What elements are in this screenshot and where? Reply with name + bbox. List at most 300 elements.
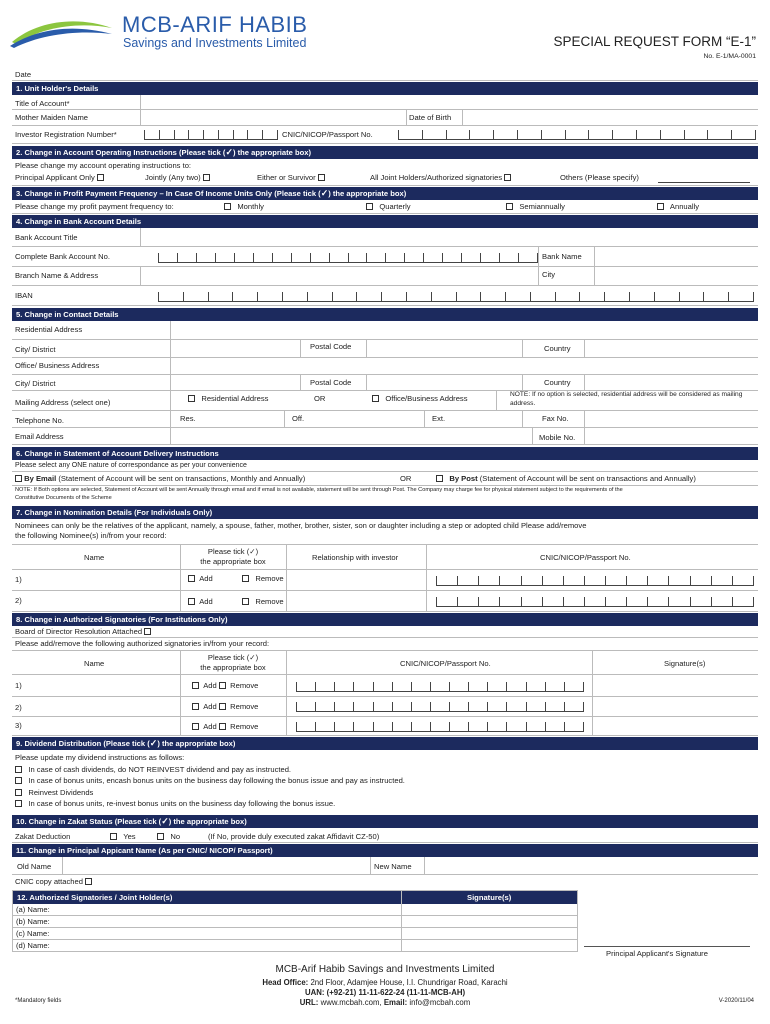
section-10-title-pre: 10. Change in Zakat Status (Please tick ( [16,817,162,826]
digit-box-divider [218,130,219,139]
digit-box-divider [257,292,258,301]
digit-box-divider [526,682,527,691]
footer-uan: UAN: (+92-21) 11-11-622-24 (11-11-MCB-AH) [304,988,466,997]
digit-box-divider [392,722,393,731]
digit-box-divider [203,130,204,139]
signatory-3-add[interactable]: Add Remove [192,722,258,732]
checkbox[interactable] [188,575,195,582]
digit-box-divider [406,292,407,301]
digit-box-divider [315,702,316,711]
digit-box-divider [728,292,729,301]
delivery-note: NOTE: If Both options are selected, Statement of Account will be sent Annually through email and if email is not available, statement will be sent through Post. The Company may charge fee for physical statement subject to the requirements of the Constitutive Documents of the Scheme [15,487,623,501]
digit-box-divider [392,702,393,711]
checkbox[interactable] [219,682,226,689]
signatory-2-label: 2) [15,703,22,712]
digit-box-divider [457,597,458,606]
digit-box-divider [753,292,754,301]
section-6-header [12,447,758,460]
digit-box-divider [348,253,349,262]
logo-tagline: Savings and Investments Limited [123,36,307,50]
dividend-options [15,752,405,810]
checkbox[interactable] [188,395,195,402]
digit-box-divider [506,682,507,691]
section-7-title: 7. Change in Nomination Details (For Individuals Only) [16,508,213,517]
opt-by-post[interactable]: By Post (Statement of Account will be sent on transactions and Annually) [436,474,696,484]
digit-box-divider [732,576,733,585]
dividend-opt-4[interactable]: In case of bonus units, re-invest bonus units on the business day following the bonus issue. [15,798,405,810]
mailing-or: OR [314,394,326,403]
nomination-intro: Nominees can only be the relatives of the applicant, namely, a spouse, father, mother, brother, sister, son or daughter including a step or adopted child Please add/remove the following Nominee(s) in/from your record: [15,521,587,540]
checkbox[interactable] [506,203,513,210]
section-1-title: 1. Unit Holder's Details [16,84,99,93]
digit-box-divider [684,130,685,139]
digit-box-divider [436,597,437,606]
mandatory-fields-note: *Mandatory fields [15,998,62,1004]
joint-holder-d[interactable]: (d) Name: [16,941,50,950]
digit-box-divider [542,576,543,585]
digit-box-divider [446,130,447,139]
cnic-boxes[interactable] [398,130,756,140]
name-change-row[interactable] [12,857,758,875]
logo-swoosh-icon [8,14,116,48]
mother-maiden-row[interactable] [12,110,758,126]
dob-label: Date of Birth [409,113,452,122]
checkbox[interactable] [15,766,22,773]
section-7-header [12,506,758,519]
opt-mailing-office[interactable]: Office/Business Address [372,394,468,404]
zakat-note: (If No, provide duly executed zakat Affidavit CZ-50) [208,832,380,841]
section-6-title: 6. Change in Statement of Account Delivery Instructions [16,449,219,458]
email-label: Email Address [15,432,64,441]
digit-box-divider [555,292,556,301]
opt-by-email[interactable]: By Email (Statement of Account will be sent on transactions, Monthly and Annually) [15,474,305,484]
checkbox[interactable] [85,878,92,885]
bank-account-no-row[interactable] [12,247,758,267]
digit-box-divider [183,292,184,301]
cnic-copy-attached[interactable]: CNIC copy attached [15,877,92,887]
digit-box-divider [530,292,531,301]
digit-box-divider [660,130,661,139]
signatories-intro: Please add/remove the following authorized signatories in/from your record: [15,639,270,648]
office-address-label: Office/ Business Address [15,361,100,370]
date-row [12,68,758,81]
digit-box-divider [521,597,522,606]
section-11-title: 11. Change in Principal Appicant Name (As per CNIC/ NICOP/ Passport) [16,846,273,855]
digit-box-divider [564,702,565,711]
digit-box-divider [629,292,630,301]
digit-box-divider [398,130,399,139]
digit-box-divider [703,292,704,301]
checkbox[interactable] [219,723,226,730]
nominee-1-remove[interactable]: Remove [242,574,284,584]
digit-box-divider [626,576,627,585]
digit-box-divider [215,253,216,262]
checkbox[interactable] [372,395,379,402]
digit-box-divider [144,130,145,139]
logo-name: MCB-ARIF HABIB [122,12,308,37]
digit-box-divider [296,682,297,691]
opt-semiannually[interactable]: Semiannually [506,202,565,212]
digit-box-divider [232,292,233,301]
digit-box-divider [487,702,488,711]
section-2-title-post: ) the appropriate box) [232,148,312,157]
checkbox[interactable] [242,598,249,605]
nom-col-cnic: CNIC/NICOP/Passport No. [540,553,631,562]
signatory-row-1[interactable] [12,675,758,697]
digit-box-divider [381,292,382,301]
bank-account-title-row[interactable] [12,228,758,247]
digit-box-divider [282,292,283,301]
nom-col-tick: Please tick (✓) the appropriate box [200,547,266,566]
iban-row[interactable] [12,286,758,306]
checkbox[interactable] [436,475,443,482]
checkbox[interactable] [157,833,164,840]
opt-all-joint[interactable]: All Joint Holders/Authorized signatories [370,173,511,183]
branch-row[interactable] [12,267,758,286]
footer-head-office: Head Office: 2nd Floor, Adamjee House, I.I. Chundrigar Road, Karachi [262,978,508,987]
signatory-3-cnic-boxes[interactable] [296,722,584,732]
digit-box-divider [423,253,424,262]
mailing-address-row [12,391,758,411]
digit-box-divider [457,576,458,585]
office-country-label: Country [544,378,571,387]
digit-box-divider [545,722,546,731]
nominee-1-cnic-boxes[interactable] [436,576,754,586]
digit-box-divider [755,130,756,139]
nominee-2-add[interactable]: Add [188,597,213,607]
section-2-title-pre: 2. Change in Account Operating Instructions (Please tick ( [16,148,226,157]
nominee-2-label: 2) [15,596,22,605]
nominee-1-add[interactable]: Add [188,574,213,584]
investor-reg-label: Investor Registration Number* [15,130,117,139]
digit-box-divider [545,682,546,691]
board-resolution-row [12,626,758,638]
digit-box-divider [605,597,606,606]
old-name-label: Old Name [17,862,52,871]
checkbox[interactable] [318,174,325,181]
digit-box-divider [315,682,316,691]
digit-box-divider [579,292,580,301]
section-12-sig: Signature(s) [467,893,512,902]
digit-box-divider [158,292,159,301]
branch-label: Branch Name & Address [15,271,99,280]
nominee-row-1[interactable] [12,570,758,591]
section-4-header [12,215,758,228]
opt-principal-only[interactable]: Principal Applicant Only [15,173,104,183]
bank-account-no-label: Complete Bank Account No. [15,252,110,261]
digit-box-divider [480,253,481,262]
digit-box-divider [449,682,450,691]
opt-others[interactable]: Others (Please specify) [560,173,639,182]
digit-box-divider [315,722,316,731]
digit-box-divider [506,702,507,711]
fax-label: Fax No. [542,414,569,423]
digit-box-divider [478,576,479,585]
investor-reg-row[interactable] [12,126,758,144]
digit-box-divider [247,130,248,139]
nominee-row-2[interactable] [12,591,758,612]
opt-quarterly[interactable]: Quarterly [366,202,411,212]
dividend-opt-1[interactable]: In case of cash dividends, do NOT REINVEST dividend and pay as instructed. [15,764,405,776]
telephone-row[interactable] [12,411,758,428]
res-city-label: City/ District [15,345,56,354]
checkbox[interactable] [144,628,151,635]
checkbox[interactable] [110,833,117,840]
section-5-title: 5. Change in Contact Details [16,310,119,319]
date-label: Date [15,70,32,79]
digit-box-divider [526,722,527,731]
profit-frequency-row [12,200,758,214]
digit-box-divider [668,597,669,606]
section-1-header [12,82,758,95]
section-3-header [12,187,758,200]
zakat-label: Zakat Deduction [15,832,71,841]
digit-box-divider [505,292,506,301]
delivery-intro-row [12,460,758,472]
res-country-label: Country [544,344,571,353]
section-8-title: 8. Change in Authorized Signatories (For Institutions Only) [16,615,228,624]
opt-either-survivor[interactable]: Either or Survivor [257,173,325,183]
joint-holder-a[interactable]: (a) Name: [16,905,50,914]
sig-col-signature: Signature(s) [664,659,706,668]
checkbox[interactable] [657,203,664,210]
opt-jointly[interactable]: Jointly (Any two) [145,173,210,183]
digit-box-divider [253,253,254,262]
checkbox[interactable] [203,174,210,181]
digit-box-divider [329,253,330,262]
digit-box-divider [732,597,733,606]
profit-intro: Please change my profit payment frequency to: [15,202,174,211]
section-4-title: 4. Change in Bank Account Details [16,217,142,226]
checkbox[interactable] [242,575,249,582]
signatories-table [12,890,578,952]
digit-box-divider [385,253,386,262]
digit-box-divider [499,253,500,262]
signatory-2-add[interactable]: Add Remove [192,702,258,712]
digit-box-divider [499,597,500,606]
digit-box-divider [584,597,585,606]
checkbox[interactable] [15,789,22,796]
tick-icon: ✓ [161,816,169,826]
new-name-label: New Name [374,862,412,871]
digit-box-divider [449,702,450,711]
tel-off-label: Off. [292,414,305,423]
opt-annually[interactable]: Annually [657,202,699,212]
mailing-label: Mailing Address (select one) [15,398,111,407]
tel-ext-label: Ext. [432,414,446,423]
digit-box-divider [234,253,235,262]
digit-box-divider [468,682,469,691]
iban-boxes[interactable] [158,292,754,302]
digit-box-divider [612,130,613,139]
bank-name-label: Bank Name [542,252,582,261]
principal-signature-line[interactable] [584,946,750,947]
digit-box-divider [518,253,519,262]
residential-address-label: Residential Address [15,325,83,334]
digit-box-divider [353,722,354,731]
digit-box-divider [506,722,507,731]
signatories-header-row [12,650,758,675]
zakat-no[interactable]: No [157,832,180,842]
digit-box-divider [604,292,605,301]
joint-holder-c[interactable]: (c) Name: [16,929,50,938]
checkbox[interactable] [15,800,22,807]
city-label: City [542,270,556,279]
digit-box-divider [334,722,335,731]
digit-box-divider [373,682,374,691]
residential-address-row[interactable] [12,321,758,340]
digit-box-divider [373,702,374,711]
digit-box-divider [373,722,374,731]
checkbox[interactable] [15,475,22,482]
footer-url-email: URL: www.mcbah.com, Email: info@mcbah.com [299,998,471,1007]
zakat-yes[interactable]: Yes [110,832,136,842]
signatory-1-cnic-boxes[interactable] [296,682,584,692]
operating-intro: Please change my account operating instructions to: [15,161,192,170]
logo [8,10,328,52]
digit-box-divider [564,722,565,731]
digit-box-divider [753,597,754,606]
res-postal-label: Postal Code [310,342,352,351]
office-postal-label: Postal Code [310,378,352,387]
section-8-header [12,613,758,626]
board-resolution[interactable]: Board of Director Resolution Attached [15,627,151,637]
bank-account-title-label: Bank Account Title [15,233,78,242]
digit-box-divider [584,576,585,585]
digit-box-divider [636,130,637,139]
checkbox[interactable] [224,203,231,210]
digit-box-divider [461,253,462,262]
signatory-row-3[interactable] [12,717,758,736]
nom-col-relationship: Relationship with investor [312,553,399,562]
checkbox[interactable] [219,703,226,710]
nominee-1-label: 1) [15,575,22,584]
digit-box-divider [449,722,450,731]
joint-holder-b[interactable]: (b) Name: [16,917,50,926]
digit-box-divider [468,702,469,711]
opt-mailing-residential[interactable]: Residential Address [188,394,268,404]
digit-box-divider [690,576,691,585]
dividend-opt-2[interactable]: In case of bonus units, encash bonus units on the business day following the bonus issue and pay as instructed. [15,775,405,787]
digit-box-divider [588,130,589,139]
digit-box-divider [277,130,278,139]
digit-box-divider [654,292,655,301]
section-3-title-pre: 3. Change in Profit Payment Frequency – In Case Of Income Units Only (Please tick ( [16,189,321,198]
dividend-intro: Please update my dividend instructions as follows: [15,753,185,762]
nominee-2-remove[interactable]: Remove [242,597,284,607]
checkbox[interactable] [192,703,199,710]
office-address-row[interactable] [12,358,758,375]
signatory-1-add[interactable]: Add Remove [192,681,258,691]
digit-box-divider [647,576,648,585]
digit-box-divider [436,576,437,585]
dividend-opt-3[interactable]: Reinvest Dividends [15,787,405,799]
checkbox[interactable] [97,174,104,181]
section-9-header [12,737,758,750]
checkbox[interactable] [188,598,195,605]
digit-box-divider [174,130,175,139]
section-9-title-post: ) the appropriate box) [157,739,236,748]
delivery-options-row [12,472,758,486]
office-city-label: City/ District [15,379,56,388]
checkbox[interactable] [192,682,199,689]
digit-box-divider [707,130,708,139]
footer-contact [0,978,770,1008]
title-of-account-row[interactable] [12,95,758,110]
digit-box-divider [411,722,412,731]
digit-box-divider [564,682,565,691]
footer-company: MCB-Arif Habib Savings and Investments Limited [275,964,495,975]
zakat-row [12,829,758,843]
digit-box-divider [469,130,470,139]
digit-box-divider [456,292,457,301]
opt-monthly[interactable]: Monthly [224,202,264,212]
digit-box-divider [487,722,488,731]
digit-box-divider [334,702,335,711]
office-city-row[interactable] [12,375,758,391]
digit-box-divider [526,702,527,711]
tick-icon: ✓ [149,738,158,748]
sig-col-cnic: CNIC/NICOP/Passport No. [400,659,491,668]
signatory-row-2[interactable] [12,697,758,717]
delivery-intro: Please select any ONE nature of correspondance as per your convenience [15,462,247,469]
digit-box-divider [521,576,522,585]
checkbox[interactable] [15,777,22,784]
digit-box-divider [430,702,431,711]
digit-box-divider [353,682,354,691]
digit-box-divider [690,597,691,606]
digit-box-divider [583,682,584,691]
digit-box-divider [262,130,263,139]
title-of-account-label: Title of Account* [15,99,70,108]
digit-box-divider [310,253,311,262]
nom-col-name: Name [84,553,105,562]
version-label: V-2020/11/04 [718,998,754,1004]
digit-box-divider [334,682,335,691]
digit-box-divider [430,682,431,691]
digit-box-divider [647,597,648,606]
mailing-note: NOTE: If no option is selected, residential address will be considered as mailing address. [510,391,743,407]
digit-box-divider [404,253,405,262]
section-2-header [12,146,758,159]
checkbox[interactable] [366,203,373,210]
checkbox[interactable] [504,174,511,181]
res-city-row[interactable] [12,340,758,358]
digit-box-divider [291,253,292,262]
digit-box-divider [563,576,564,585]
mobile-label: Mobile No. [539,433,576,442]
digit-box-divider [411,682,412,691]
digit-box-divider [499,576,500,585]
digit-box-divider [307,292,308,301]
digit-box-divider [545,702,546,711]
bank-account-boxes[interactable] [158,253,538,263]
nominee-2-cnic-boxes[interactable] [436,597,754,607]
email-row[interactable] [12,428,758,445]
signatory-1-label: 1) [15,681,22,690]
section-5-header [12,308,758,321]
investor-reg-boxes[interactable] [144,130,278,140]
section-10-header [12,815,758,828]
tick-icon: ✓ [225,147,233,157]
signatory-2-cnic-boxes[interactable] [296,702,584,712]
digit-box-divider [542,597,543,606]
sig-col-name: Name [84,659,105,668]
digit-box-divider [233,130,234,139]
checkbox[interactable] [192,723,199,730]
digit-box-divider [208,292,209,301]
digit-box-divider [296,702,297,711]
